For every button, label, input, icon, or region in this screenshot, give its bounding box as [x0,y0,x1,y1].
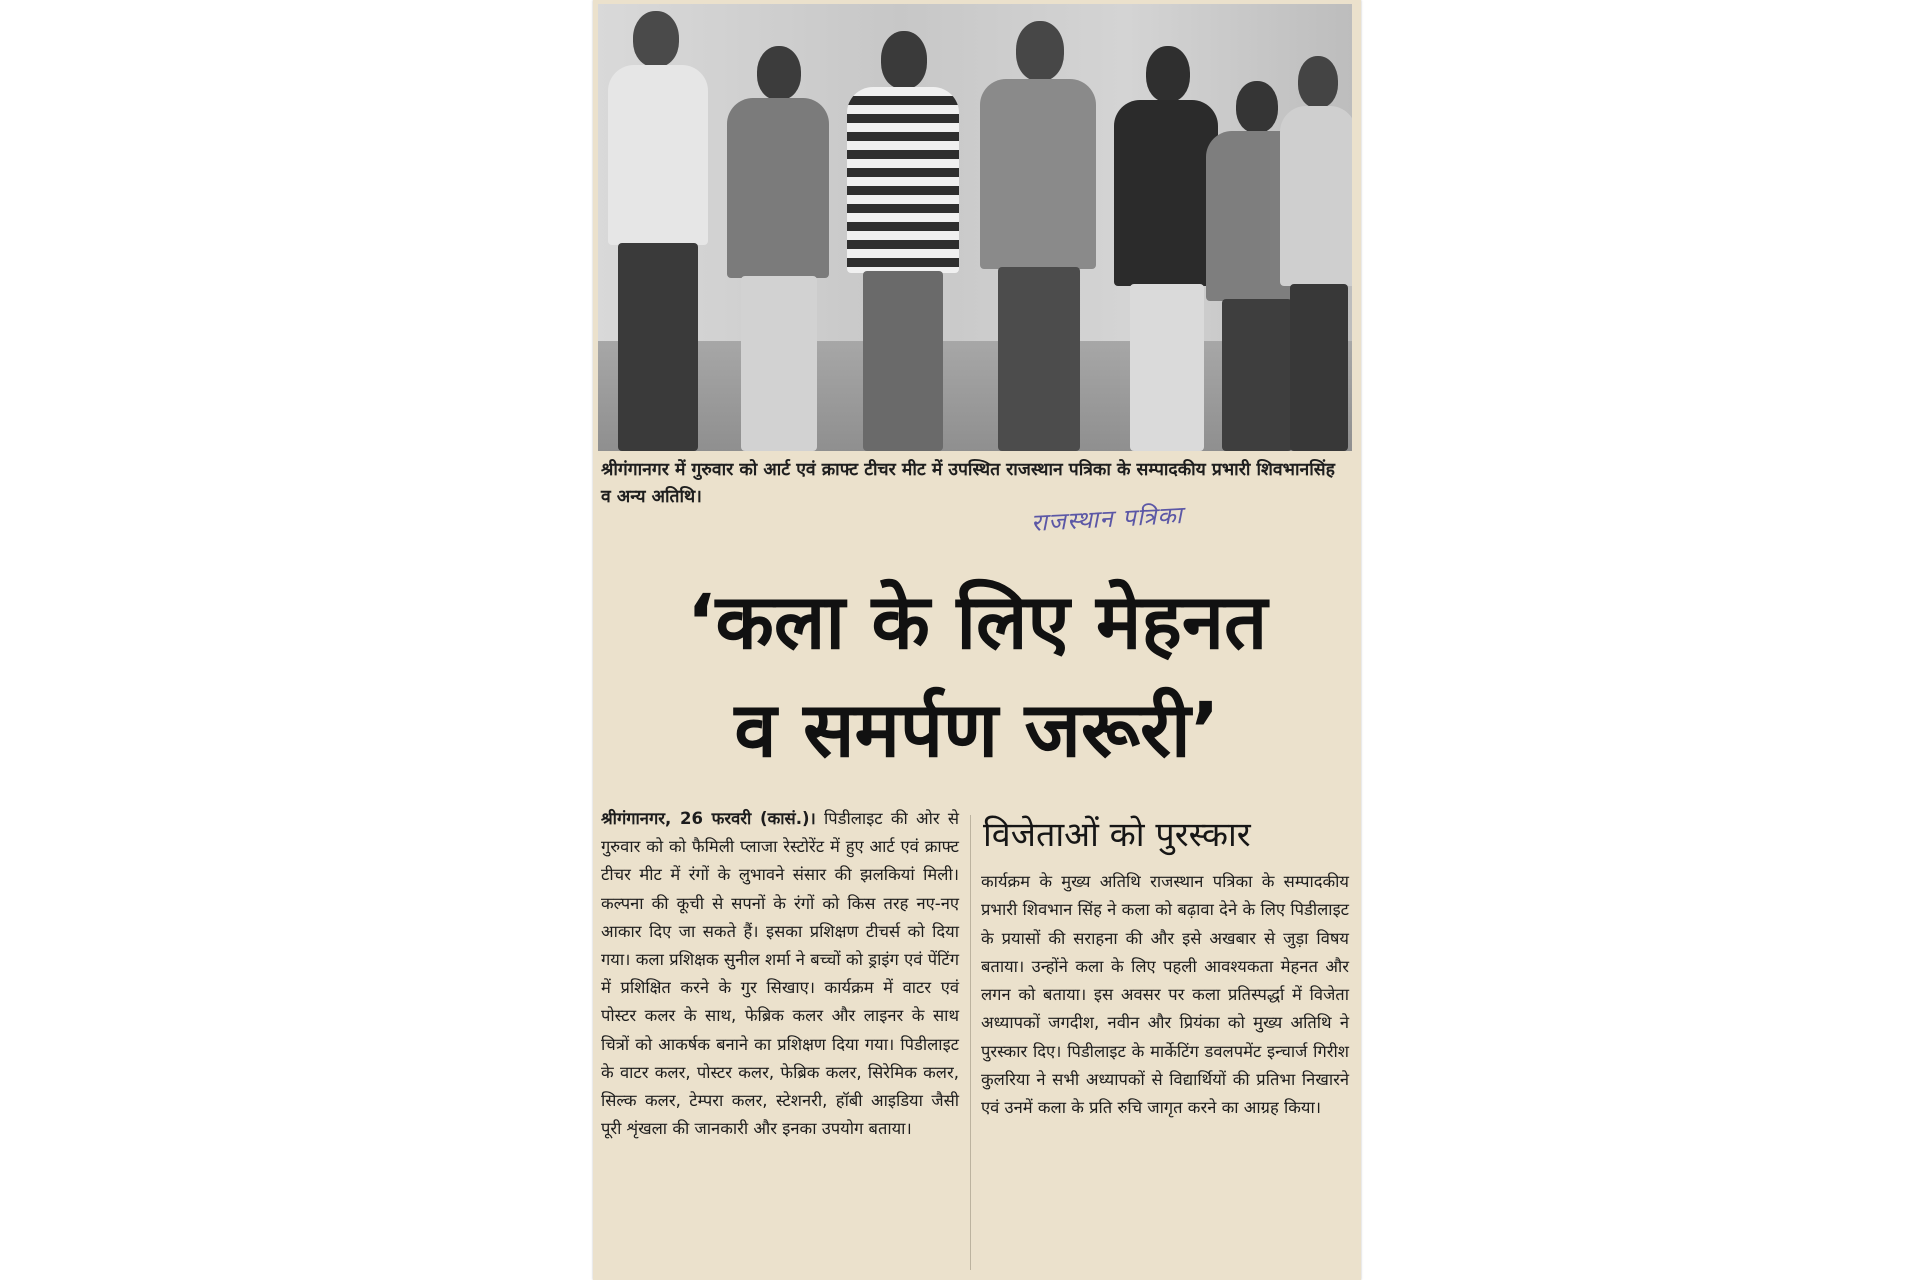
photo-person-7 [1278,56,1352,451]
headline-line-2: व समर्पण जरूरी’ [734,685,1220,774]
article-body-right: कार्यक्रम के मुख्य अतिथि राजस्थान पत्रिका के सम्पादकीय प्रभारी शिवभान सिंह ने कला को बढ़ावा देने के लिए पिडीलाइट के प्रयासों की सराहना की और इसे अखबार से जुड़ा विषय बताया। उन्होंने कला के लिए पहली आवश्यकता मेहनत और लगन को बताया। इस अवसर पर कला प्रतिस्पर्द्धा में विजेता अध्यापकों जगदीश, नवीन और प्रियंका को मुख्य अतिथि ने पुरस्कार दिए। पिडीलाइट के मार्केटिंग डवलपमेंट इन्चार्ज गिरीश कुलरिया ने सभी अध्यापकों से विद्यार्थियों की प्रतिभा निखारने एवं उनमें कला के प्रति रुचि जागृत करने का आग्रह किया। [981,872,1349,1118]
column-divider [970,815,971,1270]
photo-person-2 [723,46,833,451]
article-dateline: श्रीगंगानगर, 26 फरवरी (कासं.)। [601,809,816,828]
photo-person-4 [976,21,1100,451]
group-photo [598,4,1352,451]
headline-line-1: ‘कला के लिए मेहनत [686,577,1268,666]
article-column-left [601,805,959,1143]
article-body: पिडीलाइट की ओर से गुरुवार को को फैमिली प्लाजा रेस्टोरेंट में हुए आर्ट एवं क्राफ्ट टीचर मीट में रंगों के लुभावने संसार की झलकियां मिली। कल्पना की कूची से सपनों के रंगों को किस तरह नए-नए आकार दिए जा सकते हैं। इसका प्रशिक्षण टीचर्स को दिया गया। कला प्रशिक्षक सुनील शर्मा ने बच्चों को ड्राइंग एवं पेंटिंग में प्रशिक्षित करने के गुर सिखाए। कार्यक्रम में वाटर एवं पोस्टर कलर के साथ, फेब्रिक कलर और लाइनर के साथ चित्रों को आकर्षक बनाने का प्रशिक्षण दिया गया। पिडीलाइट के वाटर कलर, पोस्टर कलर, फेब्रिक कलर, सिरेमिक कलर, सिल्क कलर, टेम्परा कलर, स्टेशनरी, हॉबी आइडिया जैसी पूरी शृंखला की जानकारी और इनका उपयोग बताया। [601,809,959,1139]
publication-stamp: राजस्थान पत्रिका [1030,501,1184,537]
newspaper-clipping [593,0,1361,1280]
headline [607,568,1347,784]
photo-person-3 [843,31,963,451]
article-subhead: विजेताओं को पुरस्कार [983,815,1251,855]
photo-caption: श्रीगंगानगर में गुरुवार को आर्ट एवं क्राफ्ट टीचर मीट में उपस्थित राजस्थान पत्रिका के सम्पादकीय प्रभारी शिवभानसिंह व अन्य अतिथि। [601,460,1335,507]
photo-person-1 [603,11,713,451]
